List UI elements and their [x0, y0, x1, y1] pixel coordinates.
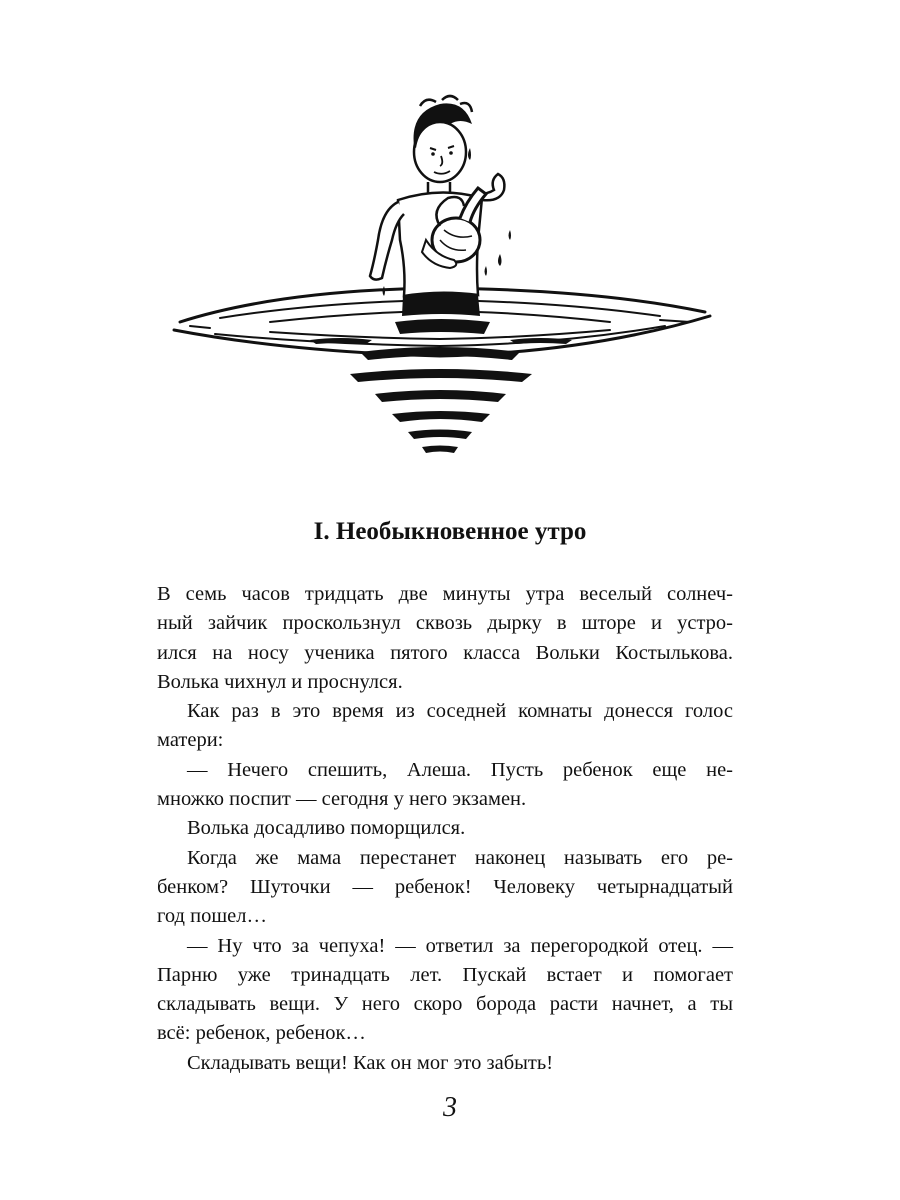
- text-line: ный зайчик проскользнул сквозь дырку в шторе и устро-: [157, 612, 733, 635]
- text-line: бенком? Шуточки — ребенок! Человеку четырнадцатый: [157, 875, 733, 898]
- text-line: — Нечего спешить, Алеша. Пусть ребенок еще не-: [187, 758, 733, 781]
- text-line: Как раз в это время из соседней комнаты донесся голос: [187, 700, 733, 723]
- text-line: Волька чихнул и проснулся.: [157, 670, 403, 693]
- page-number: 3: [443, 1092, 457, 1123]
- text-line: складывать вещи. У него скоро борода расти начнет, а ты: [157, 993, 733, 1016]
- text-line: В семь часов тридцать две минуты утра веселый солнеч-: [157, 583, 733, 605]
- text-line: матери:: [157, 729, 224, 752]
- text-line: — Ну что за чепуха! — ответил за перегородкой отец. —: [187, 934, 733, 957]
- text-line: Парню уже тринадцать лет. Пускай встает и помогает: [157, 963, 733, 986]
- text-line: год пошел…: [157, 905, 267, 928]
- text-line: Складывать вещи! Как он мог это забыть!: [187, 1051, 554, 1074]
- text-line: ился на носу ученика пятого класса Вольки Костылькова.: [157, 641, 733, 664]
- text-line: Когда же мама перестанет наконец называть его ре-: [187, 846, 733, 869]
- body-text: [157, 580, 733, 1078]
- boy-in-water-illustration: [160, 90, 720, 470]
- boy-in-water-drawing: [160, 90, 720, 470]
- text-line: множко поспит — сегодня у него экзамен.: [157, 788, 527, 811]
- text-line: Волька досадливо поморщился.: [187, 817, 466, 840]
- text-line: всё: ребенок, ребенок…: [157, 1022, 366, 1045]
- chapter-title: I. Необыкновенное утро: [313, 518, 587, 545]
